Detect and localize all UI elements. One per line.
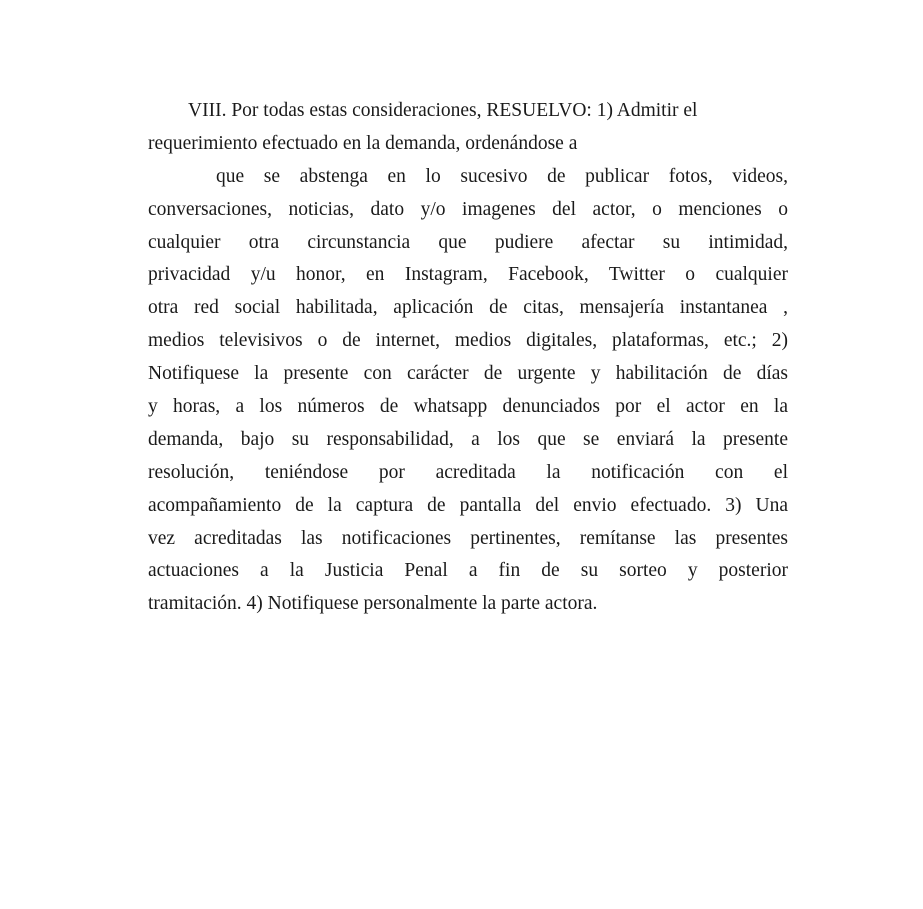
text-line: cualquier otra circunstancia que pudiere afectar su intimidad, (148, 231, 788, 253)
text-line: actuaciones a la Justicia Penal a fin de su sorteo y posterior (148, 560, 788, 582)
text-line: y horas, a los números de whatsapp denunciados por el actor en la (148, 396, 788, 418)
text-line: tramitación. 4) Notifiquese personalmente la parte actora. (148, 593, 598, 615)
text-line: medios televisivos o de internet, medios digitales, plataformas, etc.; 2) (148, 330, 788, 352)
text-line: resolución, teniéndose por acreditada la notificación con el (148, 461, 788, 483)
text-line: otra red social habilitada, aplicación de citas, mensajería instantanea , (148, 297, 788, 319)
text-line: demanda, bajo su responsabilidad, a los que se enviará la presente (148, 428, 788, 450)
text-line: vez acreditadas las notificaciones pertinentes, remítanse las presentes (148, 527, 788, 549)
text-line: conversaciones, noticias, dato y/o imagenes del actor, o menciones o (148, 198, 788, 220)
text-line: Notifiquese la presente con carácter de urgente y habilitación de días (148, 363, 788, 385)
text-line: privacidad y/u honor, en Instagram, Facebook, Twitter o cualquier (148, 264, 788, 286)
text-line: que se abstenga en lo sucesivo de publicar fotos, videos, (216, 165, 788, 187)
text-line: VIII. Por todas estas consideraciones, RESUELVO: 1) Admitir el (188, 100, 698, 121)
text-line: acompañamiento de la captura de pantalla del envio efectuado. 3) Una (148, 494, 788, 516)
resolution-paragraph (148, 95, 788, 621)
text-line: requerimiento efectuado en la demanda, ordenándose a (148, 132, 578, 154)
